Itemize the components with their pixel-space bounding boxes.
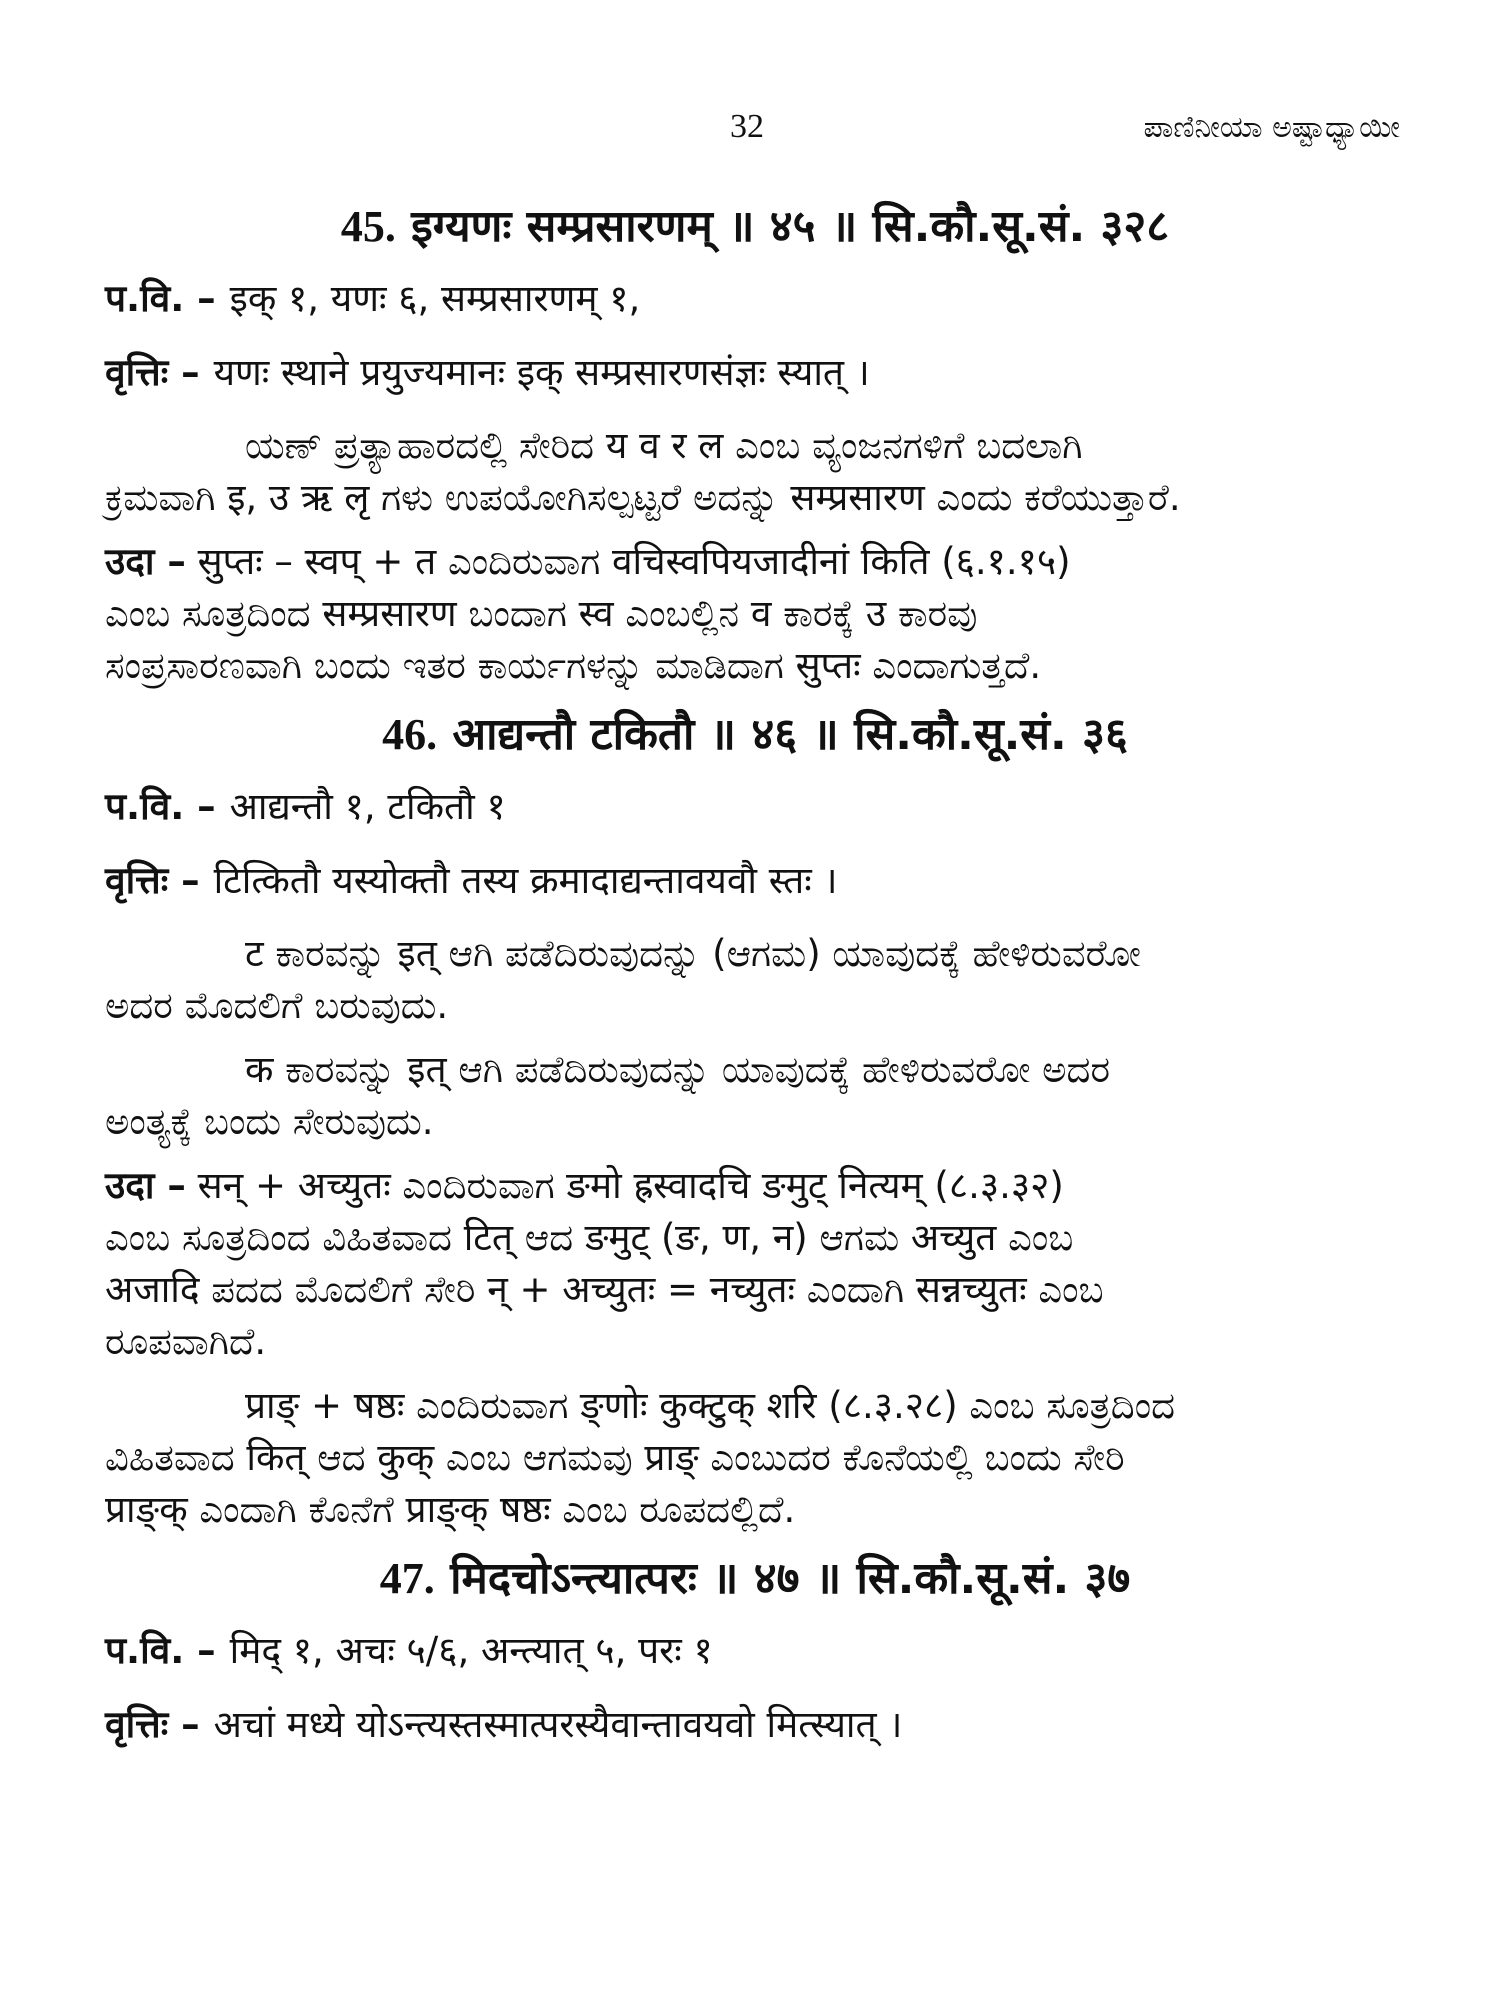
page-body [105,190,1405,1772]
text-line: ಅದರ ಮೊದಲಿಗೆ ಬರುವುದು. [105,984,449,1027]
text-line: अजादि ಪದದ ಮೊದಲಿಗೆ ಸೇರಿ न् + अच्युतः = नच्युतः ಎಂದಾಗಿ सन्नच्युतः ಎಂಬ [105,1268,1104,1311]
example-paragraph [105,1160,1405,1368]
explanation-paragraph [105,1044,1405,1148]
vritti-row [105,346,1405,400]
vritti-row [105,1698,1405,1752]
pavi-label: प.वि. – [105,785,216,828]
pavi-row [105,1624,1405,1678]
text-line: सन् + अच्युतः ಎಂದಿರುವಾಗ ङमो ह्रस्वादचि ङमुट् नित्यम् (८.३.३२) [197,1164,1064,1207]
text-line: ट ಕಾರವನ್ನು इत् ಆಗಿ ಪಡೆದಿರುವುದನ್ನು (ಆಗಮ) ಯಾವುದಕ್ಕೆ ಹೇಳಿರುವರೋ [245,932,1141,975]
sutra-title: आद्यन्तौ टकितौ ॥ ४६ ॥ सि.कौ.सू.सं. ३६ [452,709,1128,760]
sutra-number: 47. [379,1554,435,1603]
page-header [0,108,1500,148]
example-paragraph [105,1380,1405,1536]
sutra-45-heading [105,196,1405,258]
vritti-text: अचां मध्ये योऽन्त्यस्तस्मात्परस्यैवान्तावयवो मित्स्यात् । [213,1703,903,1746]
text-line: ವಿಹಿತವಾದ कित् ಆದ कुक् ಎಂಬ ಆಗಮವು प्राङ् ಎಂಬುದರ ಕೊನೆಯಲ್ಲಿ ಬಂದು ಸೇರಿ [105,1436,1125,1479]
vritti-label: वृत्तिः – [105,859,200,902]
vritti-label: वृत्तिः – [105,1703,200,1746]
text-line: ಕ್ರಮವಾಗಿ इ, उ ऋ लृ ಗಳು ಉಪಯೋಗಿಸಲ್ಪಟ್ಟರೆ ಅದನ್ನು सम्प्रसारण ಎಂದು ಕರೆಯುತ್ತಾರೆ. [105,476,1181,519]
sutra-47-heading [105,1548,1405,1610]
sutra-title: मिदचोऽन्त्यात्परः ॥ ४७ ॥ सि.कौ.सू.सं. ३७ [450,1553,1131,1604]
sutra-46-heading [105,704,1405,766]
text-line: सुप्तः – स्वप् + त ಎಂದಿರುವಾಗ वचिस्वपियजादीनां किति (६.१.१५) [197,540,1071,583]
pavi-row [105,272,1405,326]
pavi-row [105,780,1405,834]
text-line: ಸಂಪ್ರಸಾರಣವಾಗಿ ಬಂದು ಇತರ ಕಾರ್ಯಗಳನ್ನು ಮಾಡಿದಾಗ सुप्तः ಎಂದಾಗುತ್ತದೆ. [105,644,1042,687]
sutra-number: 45. [340,202,396,251]
uda-label: उदा – [105,540,186,583]
example-paragraph [105,536,1405,692]
pavi-text: आद्यन्तौ १, टकितौ १ [229,785,506,828]
explanation-paragraph [105,420,1405,524]
pavi-label: प.वि. – [105,277,216,320]
text-line: ಎಂಬ ಸೂತ್ರದಿಂದ सम्प्रसारण ಬಂದಾಗ स्व ಎಂಬಲ್ಲಿನ व ಕಾರಕ್ಕೆ उ ಕಾರವು [105,592,978,635]
running-title: ಪಾಣಿನೀಯಾ ಅಷ್ಟಾಧ್ಯಾಯೀ [1143,110,1400,145]
text-line: ಅಂತ್ಯಕ್ಕೆ ಬಂದು ಸೇರುವುದು. [105,1100,434,1143]
uda-label: उदा – [105,1164,186,1207]
sutra-number: 46. [382,710,438,759]
vritti-row [105,854,1405,908]
vritti-label: वृत्तिः – [105,351,200,394]
explanation-paragraph [105,928,1405,1032]
text-line: क ಕಾರವನ್ನು इत् ಆಗಿ ಪಡೆದಿರುವುದನ್ನು ಯಾವುದಕ್ಕೆ ಹೇಳಿರುವರೋ ಅದರ [245,1048,1111,1091]
vritti-text: यणः स्थाने प्रयुज्यमानः इक् सम्प्रसारणसंज्ञः स्यात् । [213,351,870,394]
text-line: प्राङ् + षष्ठः ಎಂದಿರುವಾಗ ङ्णोः कुक्टुक् शरि (८.३.२८) ಎಂಬ ಸೂತ್ರದಿಂದ [245,1384,1175,1427]
text-line: ಯಣ್ ಪ್ರತ್ಯಾಹಾರದಲ್ಲಿ ಸೇರಿದ य व र ल ಎಂಬ ವ್ಯಂಜನಗಳಿಗೆ ಬದಲಾಗಿ [245,424,1083,467]
vritti-text: टित्कितौ यस्योक्तौ तस्य क्रमादाद्यन्तावयवौ स्तः । [213,859,838,902]
sutra-title: इग्यणः सम्प्रसारणम् ॥ ४५ ॥ सि.कौ.सू.सं. ३२८ [411,201,1170,252]
page-number: 32 [730,108,764,145]
pavi-text: इक् १, यणः ६, सम्प्रसारणम् १, [229,277,641,320]
pavi-text: मिद् १, अचः ५/६, अन्त्यात् ५, परः १ [229,1629,713,1672]
text-line: ರೂಪವಾಗಿದೆ. [105,1320,267,1363]
pavi-label: प.वि. – [105,1629,216,1672]
text-line: प्राङ्क् ಎಂದಾಗಿ ಕೊನೆಗೆ प्राङ्क् षष्ठः ಎಂಬ ರೂಪದಲ್ಲಿದೆ. [105,1488,796,1531]
text-line: ಎಂಬ ಸೂತ್ರದಿಂದ ವಿಹಿತವಾದ टित् ಆದ ङमुट् (ङ, ण, न) ಆಗಮ अच्युत ಎಂಬ [105,1216,1074,1259]
